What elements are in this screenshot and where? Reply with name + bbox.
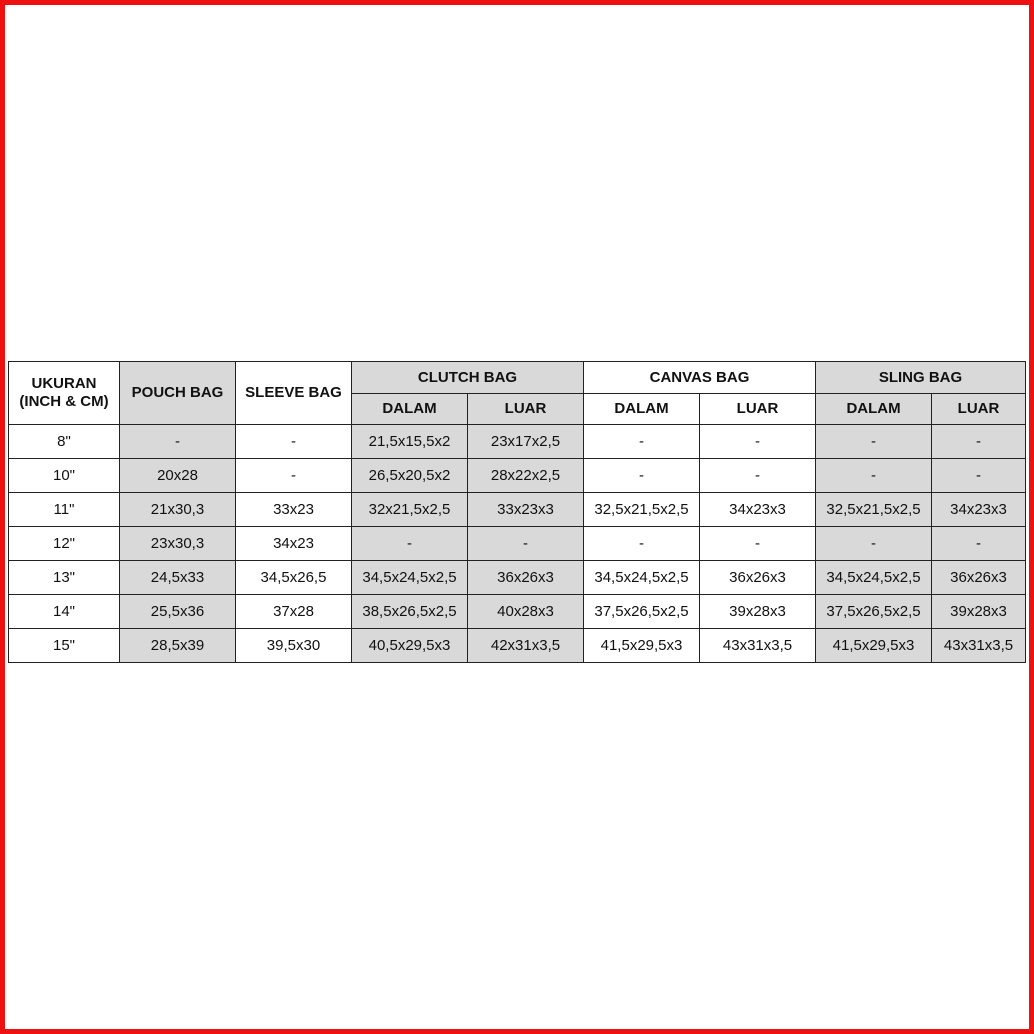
cell-sling-luar: - bbox=[932, 425, 1026, 459]
cell-sling-dalam: 41,5x29,5x3 bbox=[816, 629, 932, 663]
cell-sling-luar: 36x26x3 bbox=[932, 561, 1026, 595]
cell-clutch-dalam: 34,5x24,5x2,5 bbox=[352, 561, 468, 595]
table-row bbox=[9, 629, 1026, 663]
cell-canvas-luar: - bbox=[700, 425, 816, 459]
cell-sling-dalam: - bbox=[816, 425, 932, 459]
row-size-label: 11" bbox=[9, 493, 120, 527]
cell-sling-dalam: - bbox=[816, 459, 932, 493]
cell-canvas-luar: 36x26x3 bbox=[700, 561, 816, 595]
table-row bbox=[9, 425, 1026, 459]
cell-clutch-luar: - bbox=[468, 527, 584, 561]
cell-canvas-dalam: 37,5x26,5x2,5 bbox=[584, 595, 700, 629]
row-size-label: 10" bbox=[9, 459, 120, 493]
table-row bbox=[9, 459, 1026, 493]
header-canvas-bag: CANVAS BAG bbox=[584, 362, 816, 394]
cell-canvas-dalam: - bbox=[584, 527, 700, 561]
cell-canvas-luar: - bbox=[700, 459, 816, 493]
header-sling-bag: SLING BAG bbox=[816, 362, 1026, 394]
header-sleeve-bag: SLEEVE BAG bbox=[236, 362, 352, 425]
cell-canvas-dalam: 41,5x29,5x3 bbox=[584, 629, 700, 663]
row-size-label: 14" bbox=[9, 595, 120, 629]
table-row bbox=[9, 595, 1026, 629]
table-row bbox=[9, 493, 1026, 527]
cell-sling-luar: 39x28x3 bbox=[932, 595, 1026, 629]
row-size-label: 12" bbox=[9, 527, 120, 561]
cell-clutch-dalam: 26,5x20,5x2 bbox=[352, 459, 468, 493]
cell-pouch: 24,5x33 bbox=[120, 561, 236, 595]
cell-canvas-luar: 39x28x3 bbox=[700, 595, 816, 629]
cell-clutch-dalam: - bbox=[352, 527, 468, 561]
header-canvas-dalam: DALAM bbox=[584, 394, 700, 425]
header-canvas-luar: LUAR bbox=[700, 394, 816, 425]
cell-clutch-luar: 23x17x2,5 bbox=[468, 425, 584, 459]
cell-pouch: 20x28 bbox=[120, 459, 236, 493]
cell-clutch-luar: 40x28x3 bbox=[468, 595, 584, 629]
row-size-label: 13" bbox=[9, 561, 120, 595]
cell-sling-dalam: 34,5x24,5x2,5 bbox=[816, 561, 932, 595]
table-row bbox=[9, 527, 1026, 561]
cell-canvas-luar: - bbox=[700, 527, 816, 561]
cell-clutch-luar: 33x23x3 bbox=[468, 493, 584, 527]
cell-clutch-luar: 42x31x3,5 bbox=[468, 629, 584, 663]
cell-sling-luar: - bbox=[932, 527, 1026, 561]
cell-pouch: 25,5x36 bbox=[120, 595, 236, 629]
header-row-1 bbox=[9, 362, 1026, 394]
size-chart-table bbox=[8, 361, 1026, 663]
cell-clutch-luar: 28x22x2,5 bbox=[468, 459, 584, 493]
table-row bbox=[9, 561, 1026, 595]
cell-sleeve: - bbox=[236, 425, 352, 459]
cell-sling-luar: 43x31x3,5 bbox=[932, 629, 1026, 663]
cell-canvas-dalam: 32,5x21,5x2,5 bbox=[584, 493, 700, 527]
cell-clutch-dalam: 40,5x29,5x3 bbox=[352, 629, 468, 663]
header-clutch-luar: LUAR bbox=[468, 394, 584, 425]
header-sling-dalam: DALAM bbox=[816, 394, 932, 425]
cell-sleeve: - bbox=[236, 459, 352, 493]
cell-pouch: 21x30,3 bbox=[120, 493, 236, 527]
header-size-line2: (INCH & CM) bbox=[19, 393, 109, 410]
header-clutch-dalam: DALAM bbox=[352, 394, 468, 425]
header-clutch-bag: CLUTCH BAG bbox=[352, 362, 584, 394]
cell-sleeve: 37x28 bbox=[236, 595, 352, 629]
header-size bbox=[9, 362, 120, 425]
header-sling-luar: LUAR bbox=[932, 394, 1026, 425]
cell-sleeve: 34x23 bbox=[236, 527, 352, 561]
cell-pouch: 23x30,3 bbox=[120, 527, 236, 561]
cell-sleeve: 39,5x30 bbox=[236, 629, 352, 663]
cell-clutch-dalam: 21,5x15,5x2 bbox=[352, 425, 468, 459]
cell-sling-luar: - bbox=[932, 459, 1026, 493]
cell-canvas-luar: 34x23x3 bbox=[700, 493, 816, 527]
cell-canvas-dalam: - bbox=[584, 459, 700, 493]
cell-sling-dalam: 37,5x26,5x2,5 bbox=[816, 595, 932, 629]
cell-clutch-dalam: 32x21,5x2,5 bbox=[352, 493, 468, 527]
cell-pouch: 28,5x39 bbox=[120, 629, 236, 663]
cell-sling-dalam: - bbox=[816, 527, 932, 561]
header-pouch-bag: POUCH BAG bbox=[120, 362, 236, 425]
cell-sling-dalam: 32,5x21,5x2,5 bbox=[816, 493, 932, 527]
cell-clutch-luar: 36x26x3 bbox=[468, 561, 584, 595]
row-size-label: 15" bbox=[9, 629, 120, 663]
cell-canvas-luar: 43x31x3,5 bbox=[700, 629, 816, 663]
cell-sleeve: 34,5x26,5 bbox=[236, 561, 352, 595]
cell-clutch-dalam: 38,5x26,5x2,5 bbox=[352, 595, 468, 629]
cell-sling-luar: 34x23x3 bbox=[932, 493, 1026, 527]
header-size-line1: UKURAN bbox=[31, 375, 97, 392]
cell-canvas-dalam: 34,5x24,5x2,5 bbox=[584, 561, 700, 595]
row-size-label: 8" bbox=[9, 425, 120, 459]
cell-pouch: - bbox=[120, 425, 236, 459]
cell-canvas-dalam: - bbox=[584, 425, 700, 459]
cell-sleeve: 33x23 bbox=[236, 493, 352, 527]
